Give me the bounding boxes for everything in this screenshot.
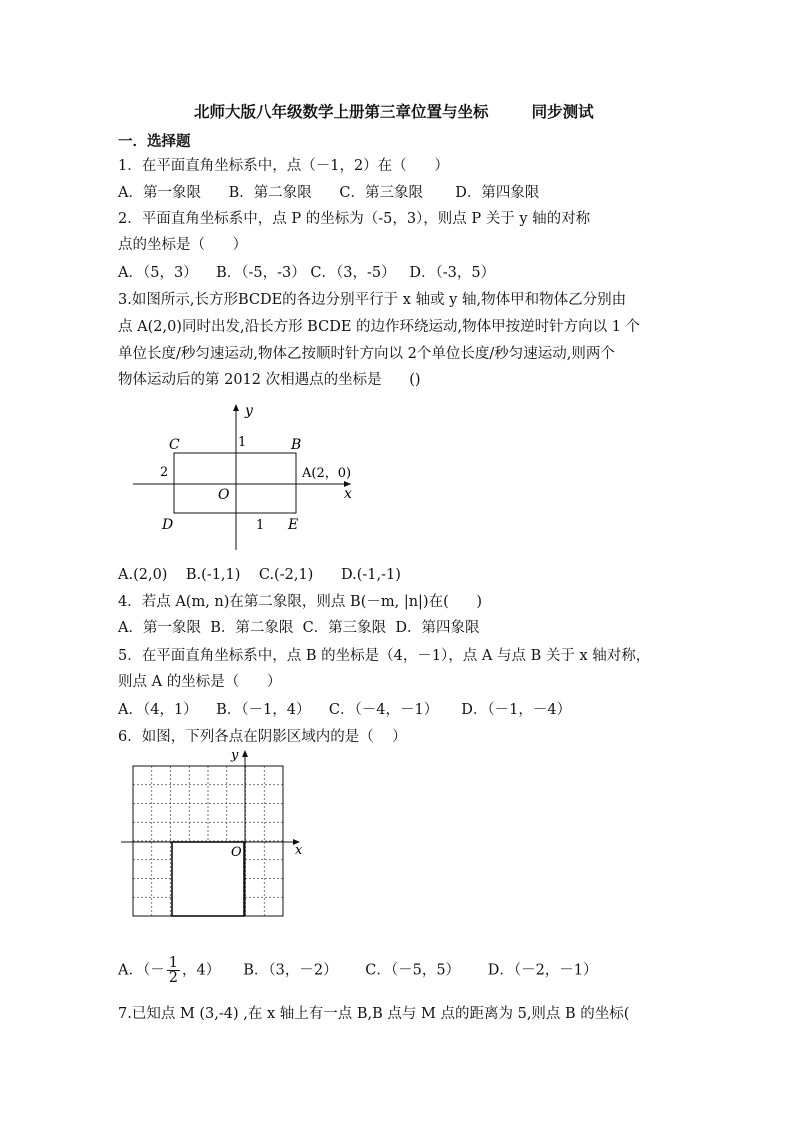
tick-label-left-2: 2 <box>160 465 169 480</box>
tick-label-top-1: 1 <box>238 435 247 450</box>
question-6-options <box>118 956 598 985</box>
fraction-one-half <box>167 956 180 985</box>
question-4-options: A．第一象限 B．第二象限 C．第三象限 D．第四象限 <box>118 620 480 636</box>
question-2-stem-line1: 2．平面直角坐标系中，点 P 的坐标为（-5，3），则点 P 关于 y 轴的对称 <box>118 211 591 227</box>
question-5-stem-line1: 5．在平面直角坐标系中，点 B 的坐标是（4，－1），点 A 与点 B 关于 x 轴对称， <box>118 648 651 664</box>
question-3-stem-line1: 3.如图所示,长方形BCDE的各边分别平行于 x 轴或 y 轴,物体甲和物体乙分别由 <box>118 292 627 308</box>
question-2-stem-line2: 点的坐标是（ ） <box>118 237 248 253</box>
question-2-options: A．（5，3） B．（-5，-3） C．（3，-5） D．（-3，5） <box>118 265 496 281</box>
y-axis-label: y <box>245 403 253 419</box>
page-title: 北师大版八年级数学上册第三章位置与坐标 同步测试 <box>194 102 594 121</box>
point-d-label: D <box>162 517 174 533</box>
rectangle-bcde <box>174 453 296 513</box>
origin-label: O <box>218 487 230 503</box>
y-axis-arrow-icon <box>233 404 239 411</box>
question-3-stem-line2: 点 A(2,0)同时出发,沿长方形 BCDE 的边作环绕运动,物体甲按逆时针方向以 1 个 <box>118 319 641 335</box>
question-3-stem-line4: 物体运动后的第 2012 次相遇点的坐标是 () <box>118 372 421 388</box>
question-6-grid-figure <box>118 746 308 918</box>
section-heading-choice: 一．选择题 <box>118 133 191 150</box>
options-b-c-d: B．（3，－2） C．（－5，5） D．（－2，－1） <box>220 962 598 979</box>
question-3-options: A.(2,0) B.(-1,1) C.(-2,1) D.(-1,-1) <box>118 567 401 583</box>
y-axis-arrow-icon <box>242 750 248 757</box>
point-c-label: C <box>169 437 180 453</box>
question-3-stem-line3: 单位长度/秒匀速运动,物体乙按顺时针方向以 2个单位长度/秒匀速运动,则两个 <box>118 346 615 362</box>
question-3-rectangle-figure <box>125 398 365 556</box>
x-axis-label: x <box>344 486 352 502</box>
question-5-options: A．（4，1） B．（－1，4） C．（－4，－1） D．（－1，－4） <box>118 702 572 718</box>
point-b-label: B <box>291 437 302 453</box>
y-axis-label: y <box>231 748 239 763</box>
question-7-stem: 7.已知点 M (3,-4) ,在 x 轴上有一点 B,B 点与 M 点的距离为 5,则点 B 的坐标( <box>118 1006 630 1022</box>
fraction-denominator: 2 <box>168 970 178 986</box>
x-axis-label: x <box>295 843 303 858</box>
point-e-label: E <box>288 517 299 533</box>
option-a-suffix: ，4） <box>181 962 221 979</box>
tick-label-bottom-1: 1 <box>256 518 265 533</box>
question-5-stem-line2: 则点 A 的坐标是（ ） <box>118 674 282 690</box>
option-a-prefix: A．（－ <box>118 962 165 979</box>
point-a-label: A(2，0) <box>302 466 352 481</box>
question-4-stem: 4．若点 A(m, n)在第二象限，则点 B(－m, |n|)在( ) <box>118 594 483 610</box>
question-6-stem: 6．如图，下列各点在阴影区域内的是（ ） <box>118 729 407 745</box>
fraction-numerator: 1 <box>168 955 178 971</box>
origin-label: O <box>231 845 242 860</box>
question-1-stem: 1．在平面直角坐标系中，点（－1，2）在（ ） <box>118 158 449 174</box>
question-1-options: A．第一象限 B．第二象限 C．第三象限 D．第四象限 <box>118 185 540 201</box>
